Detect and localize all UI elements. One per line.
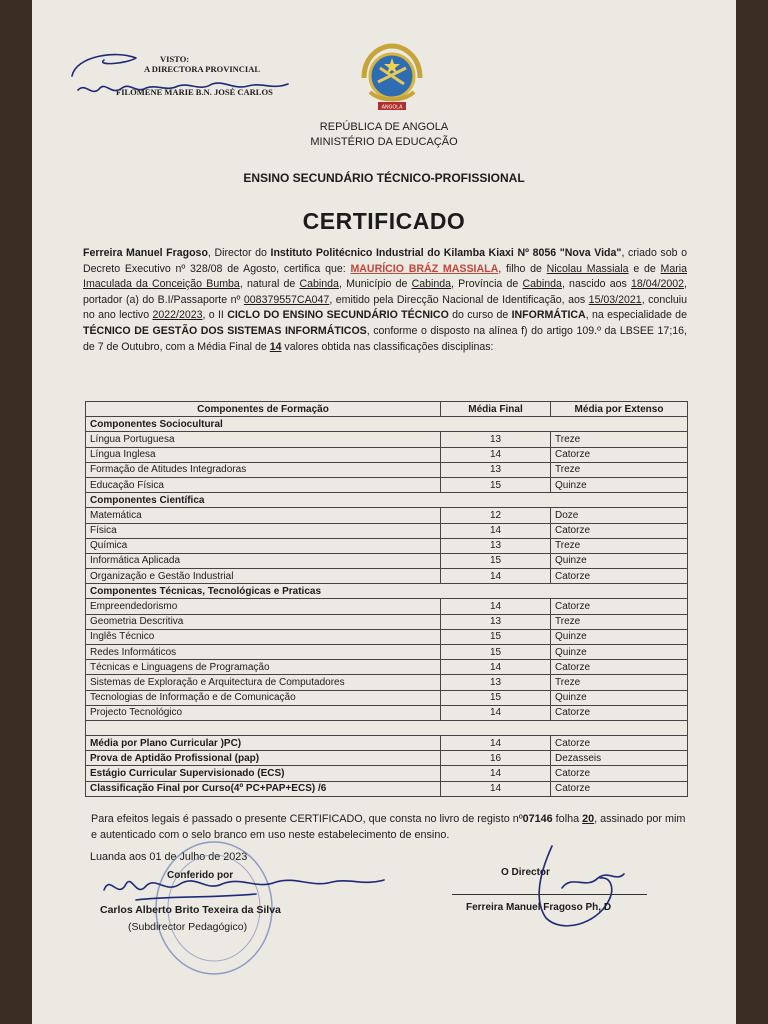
subject-name: Língua Inglesa (86, 447, 441, 462)
subject-grade: 15 (441, 690, 551, 705)
summary-grade: 14 (441, 781, 551, 796)
cycle-name: CICLO DO ENSINO SECUNDÁRIO TÉCNICO (227, 309, 449, 322)
subdirector-role: (Subdirector Pedagógico) (128, 921, 248, 933)
ministry-title: MINISTÉRIO DA EDUCAÇÃO (310, 136, 458, 148)
final-average: 14 (269, 340, 282, 353)
subject-grade: 14 (441, 705, 551, 720)
section-row (86, 417, 688, 432)
subject-grade: 14 (441, 660, 551, 675)
table-row (86, 432, 688, 447)
subject-grade: 13 (441, 538, 551, 553)
province: Cabinda (522, 278, 562, 291)
statement-text: , concluiu no ano lectivo (83, 293, 688, 322)
subject-name: Educação Física (86, 477, 441, 492)
summary-grade-words: Catorze (551, 735, 688, 750)
subject-name: Inglês Técnico (86, 629, 441, 644)
subject-name: Empreendedorismo (86, 599, 441, 614)
subject-grade-words: Catorze (551, 569, 688, 584)
subject-name: Formação de Atitudes Integradoras (86, 462, 441, 477)
subject-name: Geometria Descritiva (86, 614, 441, 629)
subdirector-signature (96, 870, 396, 906)
subject-grade-words: Treze (551, 538, 688, 553)
subject-grade-words: Treze (551, 614, 688, 629)
republic-title: REPÚBLICA DE ANGOLA (319, 121, 449, 133)
summary-grade-words: Catorze (551, 781, 688, 796)
id-number: 008379557CA047 (243, 293, 330, 306)
conferido-label: Conferido por (167, 870, 234, 881)
subject-grade: 13 (441, 432, 551, 447)
summary-grade: 14 (441, 735, 551, 750)
summary-grade: 16 (441, 751, 551, 766)
director-label: O Director (501, 867, 550, 878)
legal-text: , assinado por mim e autenticado com o selo branco em uso neste estabelecimento de ensino. (91, 813, 686, 841)
subject-name: Informática Aplicada (86, 553, 441, 568)
grades-table (85, 401, 688, 797)
visto-name: FILOMENE MARIE B.N. JOSÉ CARLOS (116, 87, 273, 97)
table-row (86, 599, 688, 614)
republic-header (32, 120, 736, 150)
spacer-cell (86, 720, 688, 735)
statement-text: , filho de (498, 262, 547, 275)
summary-grade-words: Catorze (551, 766, 688, 781)
subject-grade-words: Catorze (551, 660, 688, 675)
visto-label: VISTO: (160, 54, 190, 64)
subject-grade: 15 (441, 553, 551, 568)
subject-grade: 13 (441, 675, 551, 690)
father-name: Nicolau Massiala (546, 262, 629, 275)
subject-grade: 14 (441, 599, 551, 614)
table-row (86, 614, 688, 629)
statement-text: do curso de (448, 309, 512, 322)
table-row (86, 569, 688, 584)
subject-grade: 12 (441, 508, 551, 523)
subject-grade-words: Treze (551, 462, 688, 477)
statement-text: , Município de (338, 278, 412, 291)
subject-name: Química (86, 538, 441, 553)
statement-text: , na especialidade de (585, 309, 687, 322)
statement-text: , conforme o disposto na alínea f) do artigo 109.º da LBSEE 17;16, de 7 de Outubro, com a Média Final de (83, 324, 687, 353)
subject-grade-words: Catorze (551, 705, 688, 720)
summary-label: Classificação Final por Curso(4º PC+PAP+ECS) /6 (86, 781, 441, 796)
summary-row (86, 735, 688, 750)
certificate-statement (83, 246, 687, 355)
subject-grade-words: Quinze (551, 629, 688, 644)
director-name-footer: Ferreira Manuel Fragoso Ph, D (466, 902, 612, 913)
subject-name: Matemática (86, 508, 441, 523)
summary-row (86, 766, 688, 781)
subject-grade-words: Quinze (551, 553, 688, 568)
subject-grade-words: Quinze (551, 477, 688, 492)
summary-grade-words: Dezasseis (551, 751, 688, 766)
angola-emblem (356, 42, 428, 114)
subject-name: Língua Portuguesa (86, 432, 441, 447)
statement-text: , nascido aos (561, 278, 632, 291)
section-row (86, 584, 688, 599)
summary-row (86, 781, 688, 796)
statement-text: , natural de (239, 278, 300, 291)
table-row (86, 705, 688, 720)
table-row (86, 523, 688, 538)
table-row (86, 675, 688, 690)
subject-name: Projecto Tecnológico (86, 705, 441, 720)
subject-grade: 15 (441, 629, 551, 644)
summary-row (86, 751, 688, 766)
student-name: MAURÍCIO BRÁZ MASSIALA (350, 262, 499, 275)
place-date: Luanda aos 01 de Julho de 2023 (90, 851, 248, 863)
subject-grade: 14 (441, 569, 551, 584)
section-title: Componentes Sociocultural (86, 417, 688, 432)
header-average-words: Média por Extenso (551, 402, 688, 417)
table-row (86, 447, 688, 462)
table-row (86, 508, 688, 523)
subject-name: Técnicas e Linguagens de Programação (86, 660, 441, 675)
summary-label: Média por Plano Curricular )PC) (86, 735, 441, 750)
header-final-average: Média Final (441, 402, 551, 417)
subject-grade-words: Quinze (551, 645, 688, 660)
certificate-title: CERTIFICADO (302, 208, 466, 234)
speciality-name: TÉCNICO DE GESTÃO DOS SISTEMAS INFORMÁTICOS (83, 324, 367, 337)
certificate-page (32, 0, 736, 1024)
director-name: Ferreira Manuel Fragoso (83, 247, 208, 259)
register-number: 07146 (522, 813, 553, 825)
table-row (86, 538, 688, 553)
table-header-row (86, 402, 688, 417)
statement-text: , Director do (207, 247, 271, 259)
emblem-label: ANGOLA (381, 104, 403, 111)
subject-grade-words: Catorze (551, 447, 688, 462)
statement-text: , criado sob o Decreto Executivo nº 328/08 de Agosto, certifica que: (83, 247, 687, 275)
subject-grade-words: Treze (551, 432, 688, 447)
spacer-row (86, 720, 688, 735)
statement-text: , portador (a) do B.I/Passaporte nº (83, 278, 687, 306)
legal-text: folha (552, 813, 583, 825)
subject-grade-words: Doze (551, 508, 688, 523)
mother-name: Maria Imaculada da Conceição Bumba (83, 262, 687, 291)
summary-label: Estágio Curricular Supervisionado (ECS) (86, 766, 441, 781)
header-component: Componentes de Formação (86, 402, 441, 417)
grades-body (86, 417, 688, 797)
program-title: ENSINO SECUNDÁRIO TÉCNICO-PROFISSIONAL (243, 171, 525, 185)
subject-grade-words: Catorze (551, 599, 688, 614)
table-row (86, 477, 688, 492)
summary-grade: 14 (441, 766, 551, 781)
subdirector-name: Carlos Alberto Brito Texeira da Silva (100, 904, 281, 916)
subject-grade: 14 (441, 523, 551, 538)
director-signature (512, 838, 632, 938)
statement-text: , emitido pela Direcção Nacional de Identificação, aos (329, 293, 589, 306)
subject-name: Redes Informáticos (86, 645, 441, 660)
birthplace: Cabinda (299, 278, 339, 291)
statement-text: e de (628, 262, 661, 275)
table-row (86, 629, 688, 644)
table-row (86, 645, 688, 660)
id-issue-date: 15/03/2021 (588, 293, 642, 306)
subject-name: Física (86, 523, 441, 538)
table-row (86, 660, 688, 675)
subject-grade-words: Catorze (551, 523, 688, 538)
subject-grade-words: Quinze (551, 690, 688, 705)
statement-text: , Província de (451, 278, 523, 291)
section-title: Componentes Científica (86, 493, 688, 508)
table-row (86, 462, 688, 477)
table-row (86, 690, 688, 705)
visto-directora-label: A DIRECTORA PROVINCIAL (144, 64, 261, 74)
section-title: Componentes Técnicas, Tecnológicas e Praticas (86, 584, 688, 599)
birthdate: 18/04/2002 (631, 278, 685, 291)
director-signature-line (452, 894, 647, 895)
statement-text: , o II (202, 309, 228, 322)
school-year: 2022/2023 (152, 309, 203, 322)
subject-grade: 14 (441, 447, 551, 462)
subject-grade: 15 (441, 645, 551, 660)
legal-text: Para efeitos legais é passado o presente CERTIFICADO, que consta no livro de registo nº (91, 813, 523, 825)
statement-text: valores obtida nas classificações disciplinas: (281, 340, 494, 353)
subject-grade-words: Treze (551, 675, 688, 690)
subject-name: Organização e Gestão Industrial (86, 569, 441, 584)
subject-grade: 15 (441, 477, 551, 492)
subject-grade: 13 (441, 462, 551, 477)
section-row (86, 493, 688, 508)
visto-signature (66, 46, 306, 108)
municipality: Cabinda (411, 278, 452, 291)
subject-name: Tecnologias de Informação e de Comunicação (86, 690, 441, 705)
subject-grade: 13 (441, 614, 551, 629)
subject-name: Sistemas de Exploração e Arquitectura de Computadores (86, 675, 441, 690)
summary-label: Prova de Aptidão Profissional (pap) (86, 751, 441, 766)
register-page: 20 (582, 813, 595, 825)
institute-name: Instituto Politécnico Industrial do Kilamba Kiaxi Nº 8056 "Nova Vida" (270, 247, 622, 259)
course-name: INFORMÁTICA (511, 309, 586, 322)
table-row (86, 553, 688, 568)
